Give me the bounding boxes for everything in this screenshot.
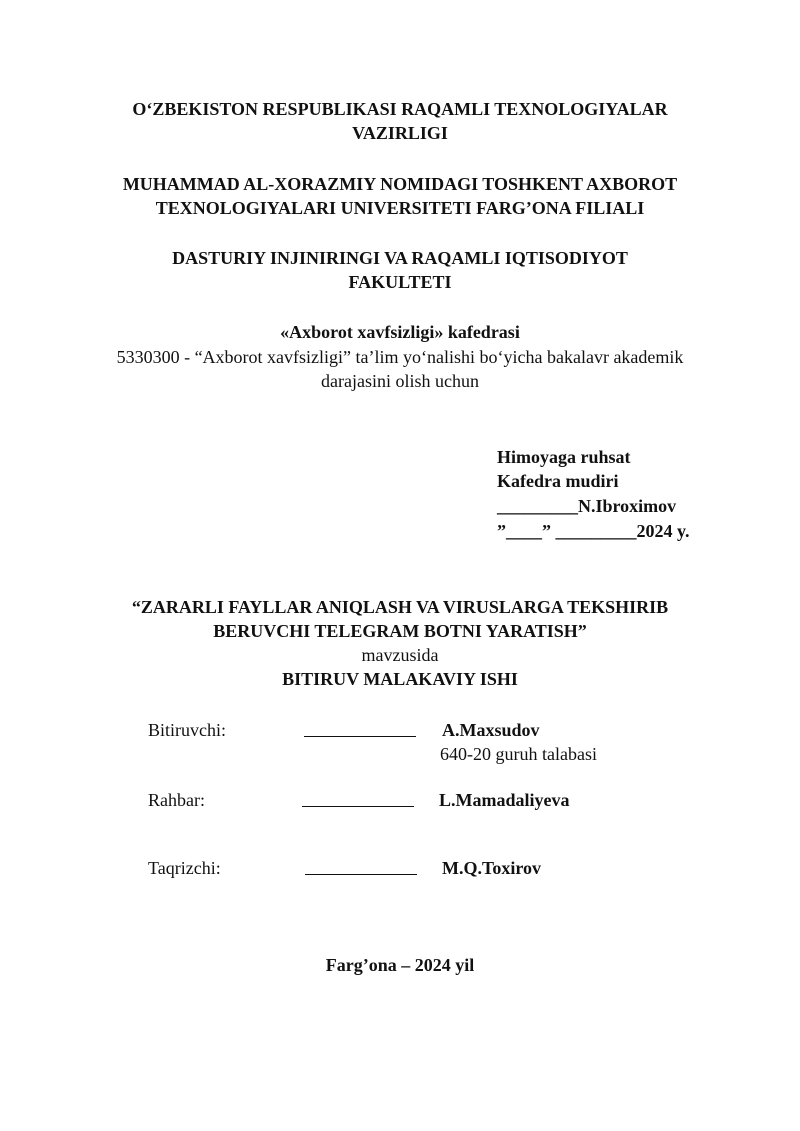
department-title: «Axborot xavfsizligi» kafedrasi [280,322,520,342]
place-year: Farg’ona – 2024 yil [325,955,475,975]
supervisor-name: L.Mamadaliyeva [439,790,570,810]
ministry-title-line1: O‘ZBEKISTON RESPUBLIKASI RAQAMLI TEXNOLOGIYALAR [132,99,668,119]
approval-line2: Kafedra mudiri [497,471,619,491]
supervisor-role-label: Rahbar: [148,790,205,810]
ministry-title-line2: VAZIRLIGI [352,123,448,143]
topic-title-line2: BERUVCHI TELEGRAM BOTNI YARATISH” [213,621,587,641]
reviewer-role-label: Taqrizchi: [148,858,221,878]
graduate-signature-line [304,718,416,743]
university-title-line1: MUHAMMAD AL-XORAZMIY NOMIDAGI TOSHKENT AXBOROT [122,174,678,194]
supervisor-signature-line [302,788,414,813]
approval-line3: _________N.Ibroximov [497,496,677,516]
reviewer-name: M.Q.Toxirov [442,858,542,878]
faculty-title-line2: FAKULTETI [348,272,452,292]
topic-title-line1: “ZARARLI FAYLLAR ANIQLASH VA VIRUSLARGA TEKSHIRIB [131,597,669,617]
graduate-name: A.Maxsudov [442,720,540,740]
approval-line4: ”____” _________2024 y. [497,521,690,541]
approval-line1: Himoyaga ruhsat [497,447,631,467]
degree-line2: darajasini olish uchun [321,371,479,391]
graduate-group-note: 640-20 guruh talabasi [440,744,597,764]
reviewer-signature-line [305,856,417,881]
work-type-title: BITIRUV MALAKAVIY ISHI [282,669,518,689]
topic-subtitle: mavzusida [361,645,439,665]
university-title-line2: TEXNOLOGIYALARI UNIVERSITETI FARG’ONA FILIALI [155,198,645,218]
degree-line1: 5330300 - “Axborot xavfsizligi” ta’lim yo‘nalishi bo‘yicha bakalavr akademik [116,347,684,367]
faculty-title-line1: DASTURIY INJINIRINGI VA RAQAMLI IQTISODIYOT [172,248,628,268]
graduate-role-label: Bitiruvchi: [148,720,226,740]
